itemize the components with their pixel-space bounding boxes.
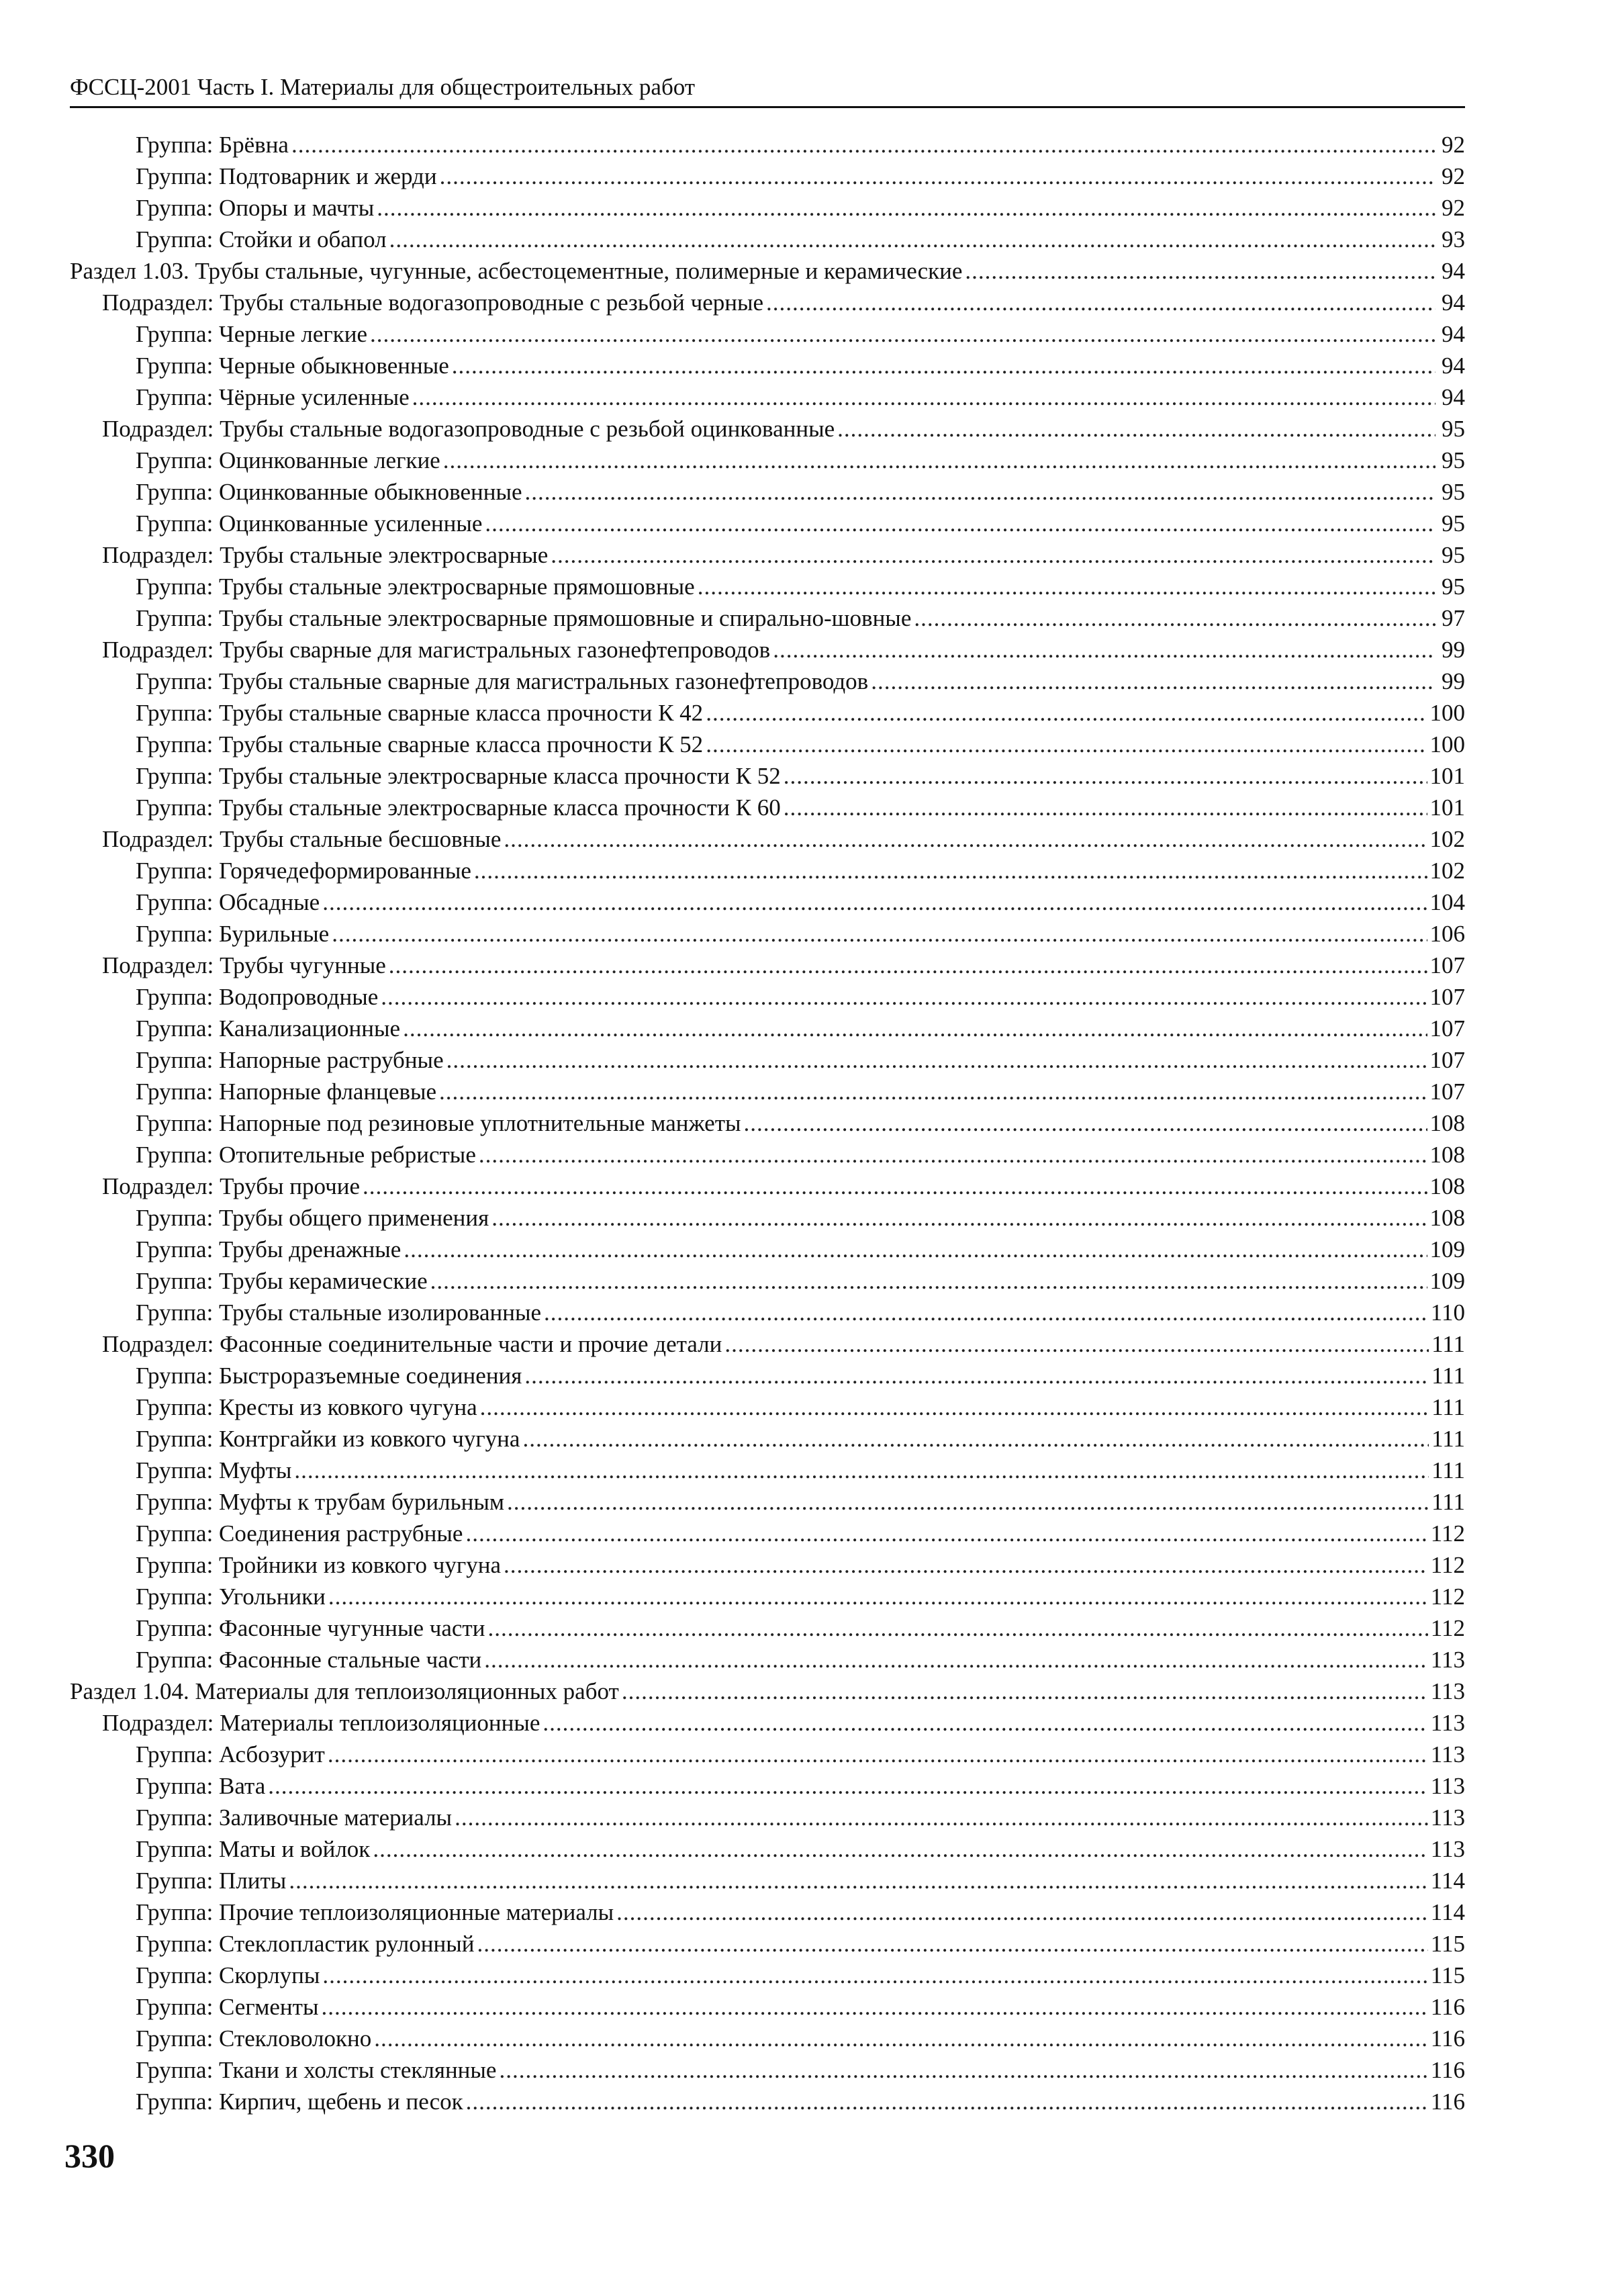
toc-entry-title: Группа: Обсадные bbox=[136, 889, 320, 915]
toc-entry-page-number: 111 bbox=[1431, 1489, 1465, 1515]
dot-leader bbox=[525, 476, 1435, 508]
dot-leader bbox=[446, 1044, 1427, 1076]
toc-entry-title: Подраздел: Материалы теплоизоляционные bbox=[102, 1710, 540, 1736]
dot-leader bbox=[871, 665, 1435, 697]
toc-entry-title: Группа: Муфты bbox=[136, 1457, 292, 1483]
toc-entry-group[interactable] bbox=[70, 1044, 1465, 1076]
toc-entry-group[interactable] bbox=[70, 1802, 1465, 1833]
toc-entry-title: Группа: Напорные фланцевые bbox=[136, 1078, 437, 1105]
toc-entry-page-number: 116 bbox=[1430, 1994, 1465, 2020]
toc-entry-subsection[interactable] bbox=[70, 539, 1465, 571]
toc-entry-page-number: 101 bbox=[1429, 763, 1465, 789]
toc-entry-title: Подраздел: Трубы чугунные bbox=[102, 952, 386, 978]
toc-entry-page-number: 114 bbox=[1430, 1868, 1465, 1894]
dot-leader bbox=[404, 1234, 1427, 1265]
toc-entry-subsection[interactable] bbox=[70, 634, 1465, 665]
toc-entry-title: Подраздел: Трубы прочие bbox=[102, 1173, 360, 1199]
toc-entry-page-number: 95 bbox=[1442, 447, 1465, 473]
toc-entry-group[interactable] bbox=[70, 1518, 1465, 1549]
toc-entry-page-number: 101 bbox=[1429, 794, 1465, 821]
dot-leader bbox=[724, 1328, 1429, 1360]
toc-entry-page-number: 99 bbox=[1442, 637, 1465, 663]
toc-entry-title: Группа: Плиты bbox=[136, 1868, 287, 1894]
toc-entry-page-number: 112 bbox=[1430, 1552, 1465, 1578]
toc-entry-page-number: 100 bbox=[1429, 731, 1465, 757]
dot-leader bbox=[616, 1896, 1428, 1928]
dot-leader bbox=[706, 729, 1427, 760]
dot-leader bbox=[837, 413, 1435, 445]
dot-leader bbox=[412, 381, 1435, 413]
toc-entry-title: Группа: Фасонные стальные части bbox=[136, 1647, 482, 1673]
toc-entry-group[interactable] bbox=[70, 665, 1465, 697]
toc-entry-title: Группа: Напорные раструбные bbox=[136, 1047, 444, 1073]
dot-leader bbox=[321, 1991, 1427, 2023]
toc-entry-group[interactable] bbox=[70, 1833, 1465, 1865]
toc-entry-title: Группа: Быстроразъемные соединения bbox=[136, 1363, 522, 1389]
toc-entry-page-number: 116 bbox=[1430, 2025, 1465, 2052]
toc-entry-page-number: 95 bbox=[1442, 542, 1465, 568]
toc-entry-page-number: 111 bbox=[1431, 1457, 1465, 1483]
toc-entry-group[interactable] bbox=[70, 192, 1465, 224]
toc-entry-title: Группа: Оцинкованные усиленные bbox=[136, 510, 483, 537]
dot-leader bbox=[477, 1928, 1427, 1960]
toc-entry-group[interactable] bbox=[70, 1486, 1465, 1518]
dot-leader bbox=[485, 508, 1435, 539]
dot-leader bbox=[744, 1107, 1427, 1139]
toc-entry-group[interactable] bbox=[70, 1423, 1465, 1455]
toc-entry-page-number: 95 bbox=[1442, 510, 1465, 537]
running-header: ФССЦ-2001 Часть I. Материалы для общестроительных работ bbox=[70, 73, 1465, 108]
dot-leader bbox=[706, 697, 1427, 729]
dot-leader bbox=[363, 1170, 1427, 1202]
toc-entry-page-number: 108 bbox=[1429, 1110, 1465, 1136]
toc-entry-page-number: 113 bbox=[1430, 1710, 1465, 1736]
dot-leader bbox=[551, 539, 1435, 571]
toc-entry-subsection[interactable] bbox=[70, 413, 1465, 445]
toc-entry-group[interactable] bbox=[70, 602, 1465, 634]
dot-leader bbox=[455, 1802, 1428, 1833]
toc-entry-page-number: 109 bbox=[1429, 1268, 1465, 1294]
toc-entry-group[interactable] bbox=[70, 381, 1465, 413]
toc-entry-title: Группа: Черные обыкновенные bbox=[136, 353, 449, 379]
toc-entry-page-number: 107 bbox=[1429, 1078, 1465, 1105]
toc-entry-title: Группа: Брёвна bbox=[136, 132, 289, 158]
toc-entry-page-number: 113 bbox=[1430, 1647, 1465, 1673]
toc-entry-page-number: 113 bbox=[1430, 1804, 1465, 1831]
toc-entry-title: Группа: Вата bbox=[136, 1773, 266, 1799]
toc-entry-page-number: 97 bbox=[1442, 605, 1465, 631]
toc-entry-group[interactable] bbox=[70, 1739, 1465, 1770]
toc-entry-title: Группа: Стойки и обапол bbox=[136, 226, 387, 252]
toc-entry-group[interactable] bbox=[70, 697, 1465, 729]
toc-entry-page-number: 112 bbox=[1430, 1520, 1465, 1547]
dot-leader bbox=[328, 1739, 1428, 1770]
toc-entry-title: Группа: Трубы стальные электросварные прямошовные bbox=[136, 573, 695, 600]
toc-entry-subsection[interactable] bbox=[70, 823, 1465, 855]
toc-entry-page-number: 92 bbox=[1442, 163, 1465, 189]
toc-entry-title: Группа: Муфты к трубам бурильным bbox=[136, 1489, 504, 1515]
dot-leader bbox=[322, 886, 1427, 918]
dot-leader bbox=[430, 1265, 1427, 1297]
toc-entry-page-number: 94 bbox=[1442, 321, 1465, 347]
toc-entry-subsection[interactable] bbox=[70, 287, 1465, 318]
dot-leader bbox=[784, 760, 1427, 792]
dot-leader bbox=[773, 634, 1435, 665]
toc-entry-group[interactable] bbox=[70, 981, 1465, 1013]
dot-leader bbox=[479, 1139, 1427, 1170]
toc-entry-page-number: 116 bbox=[1430, 2088, 1465, 2115]
toc-entry-group[interactable] bbox=[70, 1612, 1465, 1644]
toc-entry-group[interactable] bbox=[70, 1896, 1465, 1928]
dot-leader bbox=[373, 1833, 1427, 1865]
toc-entry-title: Группа: Сегменты bbox=[136, 1994, 319, 2020]
toc-entry-title: Группа: Фасонные чугунные части bbox=[136, 1615, 485, 1641]
dot-leader bbox=[698, 571, 1435, 602]
toc-entry-page-number: 107 bbox=[1429, 984, 1465, 1010]
toc-entry-title: Группа: Канализационные bbox=[136, 1015, 401, 1042]
toc-entry-page-number: 106 bbox=[1429, 921, 1465, 947]
toc-entry-page-number: 95 bbox=[1442, 416, 1465, 442]
toc-entry-title: Группа: Ткани и холсты стеклянные bbox=[136, 2057, 497, 2083]
toc-entry-title: Группа: Стекловолокно bbox=[136, 2025, 372, 2052]
toc-entry-page-number: 94 bbox=[1442, 384, 1465, 410]
dot-leader bbox=[268, 1770, 1428, 1802]
toc-entry-page-number: 92 bbox=[1442, 132, 1465, 158]
toc-entry-group[interactable] bbox=[70, 571, 1465, 602]
dot-leader bbox=[465, 1518, 1427, 1549]
toc-entry-group[interactable] bbox=[70, 2023, 1465, 2054]
toc-entry-group[interactable] bbox=[70, 1770, 1465, 1802]
toc-entry-page-number: 111 bbox=[1431, 1394, 1465, 1420]
toc-entry-group[interactable] bbox=[70, 1139, 1465, 1170]
toc-entry-title: Подраздел: Трубы сварные для магистральных газонефтепроводов bbox=[102, 637, 771, 663]
dot-leader bbox=[389, 224, 1435, 255]
toc-entry-title: Группа: Трубы стальные сварные класса прочности К 52 bbox=[136, 731, 704, 757]
dot-leader bbox=[439, 1076, 1427, 1107]
dot-leader bbox=[370, 318, 1435, 350]
toc-entry-title: Подраздел: Трубы стальные водогазопроводные с резьбой оцинкованные bbox=[102, 416, 835, 442]
toc-entry-title: Группа: Тройники из ковкого чугуна bbox=[136, 1552, 502, 1578]
toc-entry-page-number: 116 bbox=[1430, 2057, 1465, 2083]
toc-entry-title: Группа: Трубы стальные сварные класса прочности К 42 bbox=[136, 700, 704, 726]
toc-entry-title: Группа: Трубы общего применения bbox=[136, 1205, 489, 1231]
toc-entry-title: Группа: Угольники bbox=[136, 1583, 326, 1610]
toc-entry-group[interactable] bbox=[70, 1234, 1465, 1265]
dot-leader bbox=[487, 1612, 1427, 1644]
toc-entry-page-number: 112 bbox=[1430, 1615, 1465, 1641]
toc-entry-title: Раздел 1.04. Материалы для теплоизоляционных работ bbox=[70, 1678, 619, 1704]
toc-entry-title: Группа: Кресты из ковкого чугуна bbox=[136, 1394, 477, 1420]
toc-entry-group[interactable] bbox=[70, 1549, 1465, 1581]
toc-entry-title: Группа: Трубы стальные электросварные класса прочности К 60 bbox=[136, 794, 781, 821]
toc-entry-page-number: 107 bbox=[1429, 1047, 1465, 1073]
toc-entry-group[interactable] bbox=[70, 1960, 1465, 1991]
toc-entry-title: Группа: Трубы дренажные bbox=[136, 1236, 402, 1262]
toc-entry-page-number: 93 bbox=[1442, 226, 1465, 252]
toc-entry-title: Подраздел: Трубы стальные водогазопроводные с резьбой черные bbox=[102, 289, 764, 316]
toc-entry-group[interactable] bbox=[70, 918, 1465, 950]
toc-entry-page-number: 94 bbox=[1442, 289, 1465, 316]
dot-leader bbox=[474, 855, 1427, 886]
toc-entry-group[interactable] bbox=[70, 1991, 1465, 2023]
dot-leader bbox=[480, 1391, 1429, 1423]
toc-entry-title: Группа: Горячедеформированные bbox=[136, 858, 471, 884]
toc-entry-page-number: 95 bbox=[1442, 479, 1465, 505]
toc-entry-title: Группа: Контргайки из ковкого чугуна bbox=[136, 1426, 520, 1452]
toc-entry-page-number: 114 bbox=[1430, 1899, 1465, 1925]
toc-entry-page-number: 108 bbox=[1429, 1205, 1465, 1231]
toc-entry-group[interactable] bbox=[70, 729, 1465, 760]
toc-entry-group[interactable] bbox=[70, 1202, 1465, 1234]
toc-entry-group[interactable] bbox=[70, 1391, 1465, 1423]
toc-entry-title: Группа: Асбозурит bbox=[136, 1741, 325, 1767]
toc-entry-title: Группа: Напорные под резиновые уплотнительные манжеты bbox=[136, 1110, 741, 1136]
toc-entry-page-number: 92 bbox=[1442, 195, 1465, 221]
toc-entry-group[interactable] bbox=[70, 886, 1465, 918]
dot-leader bbox=[484, 1644, 1428, 1675]
toc-entry-title: Группа: Стеклопластик рулонный bbox=[136, 1931, 475, 1957]
toc-entry-title: Группа: Оцинкованные обыкновенные bbox=[136, 479, 522, 505]
toc-entry-group[interactable] bbox=[70, 2086, 1465, 2117]
dot-leader bbox=[332, 918, 1427, 950]
toc-entry-page-number: 111 bbox=[1431, 1426, 1465, 1452]
toc-entry-page-number: 111 bbox=[1431, 1331, 1465, 1357]
dot-leader bbox=[466, 2086, 1428, 2117]
toc-entry-title: Группа: Водопроводные bbox=[136, 984, 379, 1010]
dot-leader bbox=[491, 1202, 1427, 1234]
dot-leader bbox=[328, 1581, 1428, 1612]
toc-entry-page-number: 102 bbox=[1429, 826, 1465, 852]
toc-entry-group[interactable] bbox=[70, 129, 1465, 160]
toc-entry-page-number: 110 bbox=[1430, 1299, 1465, 1326]
dot-leader bbox=[965, 255, 1435, 287]
toc-entry-page-number: 107 bbox=[1429, 1015, 1465, 1042]
dot-leader bbox=[403, 1013, 1427, 1044]
toc-entry-section[interactable] bbox=[70, 1675, 1465, 1707]
toc-entry-page-number: 109 bbox=[1429, 1236, 1465, 1262]
toc-entry-group[interactable] bbox=[70, 792, 1465, 823]
toc-entry-group[interactable] bbox=[70, 1265, 1465, 1297]
dot-leader bbox=[543, 1707, 1427, 1739]
toc-entry-subsection[interactable] bbox=[70, 1707, 1465, 1739]
toc-entry-title: Подраздел: Трубы стальные электросварные bbox=[102, 542, 549, 568]
toc-entry-group[interactable] bbox=[70, 760, 1465, 792]
toc-entry-group[interactable] bbox=[70, 445, 1465, 476]
dot-leader bbox=[322, 1960, 1427, 1991]
toc-entry-group[interactable] bbox=[70, 1928, 1465, 1960]
toc-entry-section[interactable] bbox=[70, 255, 1465, 287]
dot-leader bbox=[522, 1423, 1429, 1455]
dot-leader bbox=[504, 1549, 1428, 1581]
toc-entry-title: Группа: Чёрные усиленные bbox=[136, 384, 410, 410]
toc-entry-title: Группа: Подтоварник и жерди bbox=[136, 163, 437, 189]
toc-entry-page-number: 112 bbox=[1430, 1583, 1465, 1610]
dot-leader bbox=[766, 287, 1435, 318]
toc-entry-page-number: 102 bbox=[1429, 858, 1465, 884]
toc-entry-title: Группа: Кирпич, щебень и песок bbox=[136, 2088, 463, 2115]
dot-leader bbox=[622, 1675, 1428, 1707]
toc-entry-title: Группа: Опоры и мачты bbox=[136, 195, 375, 221]
toc-entry-title: Группа: Прочие теплоизоляционные материалы bbox=[136, 1899, 614, 1925]
dot-leader bbox=[374, 2023, 1428, 2054]
toc-entry-title: Группа: Заливочные материалы bbox=[136, 1804, 453, 1831]
dot-leader bbox=[544, 1297, 1428, 1328]
dot-leader bbox=[524, 1360, 1429, 1391]
table-of-contents bbox=[70, 129, 1465, 2117]
toc-entry-title: Группа: Оцинкованные легкие bbox=[136, 447, 440, 473]
toc-entry-subsection[interactable] bbox=[70, 1170, 1465, 1202]
toc-entry-title: Группа: Бурильные bbox=[136, 921, 330, 947]
dot-leader bbox=[443, 445, 1435, 476]
toc-entry-page-number: 113 bbox=[1430, 1773, 1465, 1799]
toc-entry-group[interactable] bbox=[70, 1107, 1465, 1139]
toc-entry-group[interactable] bbox=[70, 1013, 1465, 1044]
toc-entry-page-number: 95 bbox=[1442, 573, 1465, 600]
toc-entry-page-number: 107 bbox=[1429, 952, 1465, 978]
toc-entry-group[interactable] bbox=[70, 1644, 1465, 1675]
toc-entry-group[interactable] bbox=[70, 350, 1465, 381]
toc-entry-page-number: 99 bbox=[1442, 668, 1465, 694]
toc-entry-title: Группа: Трубы стальные сварные для магистральных газонефтепроводов bbox=[136, 668, 869, 694]
toc-entry-page-number: 100 bbox=[1429, 700, 1465, 726]
toc-entry-title: Группа: Трубы стальные электросварные прямошовные и спирально-шовные bbox=[136, 605, 912, 631]
dot-leader bbox=[289, 1865, 1427, 1896]
dot-leader bbox=[507, 1486, 1429, 1518]
dot-leader bbox=[294, 1455, 1429, 1486]
dot-leader bbox=[377, 192, 1435, 224]
toc-entry-title: Группа: Скорлупы bbox=[136, 1962, 320, 1988]
toc-entry-group[interactable] bbox=[70, 855, 1465, 886]
toc-entry-group[interactable] bbox=[70, 1360, 1465, 1391]
toc-entry-title: Подраздел: Трубы стальные бесшовные bbox=[102, 826, 502, 852]
toc-entry-title: Группа: Черные легкие bbox=[136, 321, 367, 347]
toc-entry-title: Группа: Соединения раструбные bbox=[136, 1520, 463, 1547]
dot-leader bbox=[784, 792, 1427, 823]
toc-entry-group[interactable] bbox=[70, 160, 1465, 192]
toc-entry-title: Группа: Трубы керамические bbox=[136, 1268, 428, 1294]
dot-leader bbox=[440, 160, 1435, 192]
toc-entry-title: Подраздел: Фасонные соединительные части и прочие детали bbox=[102, 1331, 722, 1357]
toc-entry-group[interactable] bbox=[70, 476, 1465, 508]
toc-entry-page-number: 113 bbox=[1430, 1678, 1465, 1704]
toc-entry-group[interactable] bbox=[70, 318, 1465, 350]
toc-entry-page-number: 108 bbox=[1429, 1173, 1465, 1199]
dot-leader bbox=[389, 950, 1427, 981]
toc-entry-group[interactable] bbox=[70, 224, 1465, 255]
toc-entry-group[interactable] bbox=[70, 1455, 1465, 1486]
toc-entry-page-number: 108 bbox=[1429, 1142, 1465, 1168]
toc-entry-page-number: 94 bbox=[1442, 353, 1465, 379]
toc-entry-page-number: 94 bbox=[1442, 258, 1465, 284]
toc-entry-group[interactable] bbox=[70, 508, 1465, 539]
toc-entry-group[interactable] bbox=[70, 1297, 1465, 1328]
toc-entry-group[interactable] bbox=[70, 1865, 1465, 1896]
toc-entry-group[interactable] bbox=[70, 1581, 1465, 1612]
toc-entry-page-number: 115 bbox=[1430, 1931, 1465, 1957]
dot-leader bbox=[499, 2054, 1427, 2086]
toc-entry-title: Группа: Отопительные ребристые bbox=[136, 1142, 476, 1168]
toc-entry-group[interactable] bbox=[70, 1076, 1465, 1107]
toc-entry-group[interactable] bbox=[70, 2054, 1465, 2086]
toc-entry-title: Группа: Трубы стальные электросварные класса прочности К 52 bbox=[136, 763, 781, 789]
toc-entry-page-number: 104 bbox=[1429, 889, 1465, 915]
dot-leader bbox=[381, 981, 1427, 1013]
toc-entry-page-number: 115 bbox=[1430, 1962, 1465, 1988]
toc-entry-page-number: 113 bbox=[1430, 1741, 1465, 1767]
toc-entry-title: Группа: Маты и войлок bbox=[136, 1836, 371, 1862]
toc-entry-title: Группа: Трубы стальные изолированные bbox=[136, 1299, 541, 1326]
toc-entry-subsection[interactable] bbox=[70, 950, 1465, 981]
toc-entry-page-number: 113 bbox=[1430, 1836, 1465, 1862]
toc-entry-subsection[interactable] bbox=[70, 1328, 1465, 1360]
dot-leader bbox=[914, 602, 1435, 634]
toc-entry-title: Раздел 1.03. Трубы стальные, чугунные, асбестоцементные, полимерные и керамические bbox=[70, 258, 963, 284]
dot-leader bbox=[452, 350, 1435, 381]
dot-leader bbox=[504, 823, 1427, 855]
toc-entry-page-number: 111 bbox=[1431, 1363, 1465, 1389]
dot-leader bbox=[291, 129, 1435, 160]
page-number: 330 bbox=[64, 2137, 115, 2174]
